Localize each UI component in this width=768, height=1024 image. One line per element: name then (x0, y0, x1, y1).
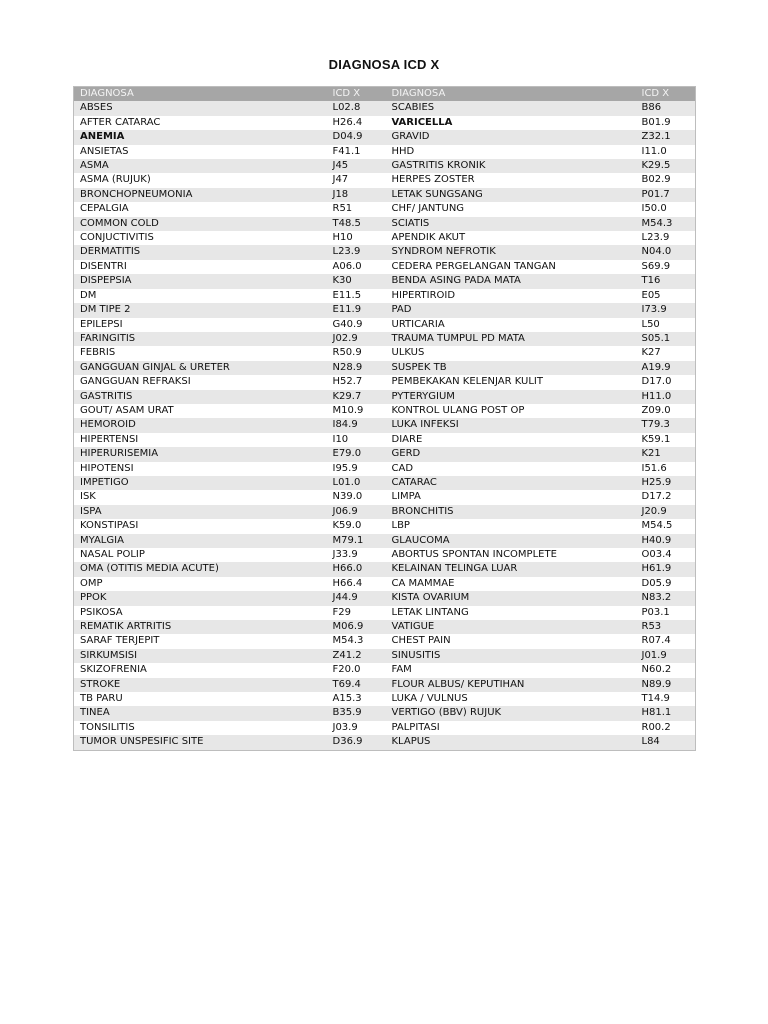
icd-code-cell: R53 (636, 620, 696, 634)
icd-code-cell: I10 (327, 433, 386, 447)
table-row (74, 159, 696, 173)
icd-code-cell: D17.2 (636, 490, 696, 504)
diagnosa-cell: HEMOROID (74, 418, 327, 432)
icd-table (73, 86, 696, 751)
icd-code-cell: I73.9 (636, 303, 696, 317)
diagnosa-cell: CHEST PAIN (386, 634, 636, 648)
icd-code-cell: K30 (327, 274, 386, 288)
table-row (74, 606, 696, 620)
diagnosa-cell: KELAINAN TELINGA LUAR (386, 562, 636, 576)
table-row (74, 245, 696, 259)
diagnosa-cell: LETAK SUNGSANG (386, 188, 636, 202)
header-diagnosa: DIAGNOSA (74, 87, 327, 102)
icd-code-cell: M79.1 (327, 534, 386, 548)
diagnosa-cell: LUKA / VULNUS (386, 692, 636, 706)
icd-code-cell: E11.9 (327, 303, 386, 317)
diagnosa-cell: OMP (74, 577, 327, 591)
icd-code-cell: T69.4 (327, 678, 386, 692)
diagnosa-cell: FEBRIS (74, 346, 327, 360)
diagnosa-cell: HERPES ZOSTER (386, 173, 636, 187)
icd-code-cell: J06.9 (327, 505, 386, 519)
table-row (74, 692, 696, 706)
icd-code-cell: T14.9 (636, 692, 696, 706)
diagnosa-cell: ISPA (74, 505, 327, 519)
icd-code-cell: J45 (327, 159, 386, 173)
icd-code-cell: M54.5 (636, 519, 696, 533)
icd-code-cell: P01.7 (636, 188, 696, 202)
table-row (74, 591, 696, 605)
icd-code-cell: T16 (636, 274, 696, 288)
icd-code-cell: F29 (327, 606, 386, 620)
icd-code-cell: H52.7 (327, 375, 386, 389)
table-row (74, 562, 696, 576)
diagnosa-cell: SYNDROM NEFROTIK (386, 245, 636, 259)
diagnosa-cell: CEDERA PERGELANGAN TANGAN (386, 260, 636, 274)
icd-code-cell: M06.9 (327, 620, 386, 634)
diagnosa-cell: PPOK (74, 591, 327, 605)
icd-code-cell: N83.2 (636, 591, 696, 605)
icd-code-cell: L02.8 (327, 101, 386, 115)
table-row (74, 706, 696, 720)
icd-code-cell: I95.9 (327, 462, 386, 476)
diagnosa-cell: KONTROL ULANG POST OP (386, 404, 636, 418)
diagnosa-cell: SARAF TERJEPIT (74, 634, 327, 648)
icd-code-cell: J20.9 (636, 505, 696, 519)
table-body (74, 101, 696, 750)
diagnosa-cell: GASTRITIS (74, 390, 327, 404)
icd-code-cell: L23.9 (636, 231, 696, 245)
icd-code-cell: H10 (327, 231, 386, 245)
icd-code-cell: K29.7 (327, 390, 386, 404)
table-row (74, 390, 696, 404)
diagnosa-cell: GANGGUAN GINJAL & URETER (74, 361, 327, 375)
table-row (74, 274, 696, 288)
diagnosa-cell: URTICARIA (386, 318, 636, 332)
icd-code-cell: H81.1 (636, 706, 696, 720)
icd-code-cell: J47 (327, 173, 386, 187)
icd-code-cell: E79.0 (327, 447, 386, 461)
icd-code-cell: R51 (327, 202, 386, 216)
diagnosa-cell: NASAL POLIP (74, 548, 327, 562)
diagnosa-cell: HHD (386, 145, 636, 159)
table-row (74, 490, 696, 504)
header-icd-x: ICD X (636, 87, 696, 102)
table-row (74, 404, 696, 418)
icd-code-cell: E11.5 (327, 289, 386, 303)
icd-code-cell: J01.9 (636, 649, 696, 663)
table-row (74, 101, 696, 115)
table-row (74, 188, 696, 202)
table-row (74, 462, 696, 476)
diagnosa-cell: SKIZOFRENIA (74, 663, 327, 677)
diagnosa-cell: ISK (74, 490, 327, 504)
icd-code-cell: N89.9 (636, 678, 696, 692)
icd-code-cell: M54.3 (636, 217, 696, 231)
icd-code-cell: J03.9 (327, 721, 386, 735)
diagnosa-cell: HIPERURISEMIA (74, 447, 327, 461)
diagnosa-cell: ABSES (74, 101, 327, 115)
diagnosa-cell: IMPETIGO (74, 476, 327, 490)
diagnosa-cell: ANSIETAS (74, 145, 327, 159)
icd-code-cell: R07.4 (636, 634, 696, 648)
diagnosa-cell: TONSILITIS (74, 721, 327, 735)
icd-code-cell: H25.9 (636, 476, 696, 490)
diagnosa-cell: GANGGUAN REFRAKSI (74, 375, 327, 389)
icd-code-cell: B01.9 (636, 116, 696, 130)
icd-code-cell: K29.5 (636, 159, 696, 173)
table-row (74, 433, 696, 447)
table-row (74, 260, 696, 274)
table-row (74, 217, 696, 231)
diagnosa-cell: TB PARU (74, 692, 327, 706)
diagnosa-cell: VERTIGO (BBV) RUJUK (386, 706, 636, 720)
icd-code-cell: D04.9 (327, 130, 386, 144)
diagnosa-cell: KONSTIPASI (74, 519, 327, 533)
table-row (74, 577, 696, 591)
icd-code-cell: B02.9 (636, 173, 696, 187)
table-row (74, 346, 696, 360)
icd-code-cell: A15.3 (327, 692, 386, 706)
icd-code-cell: Z09.0 (636, 404, 696, 418)
diagnosa-cell: COMMON COLD (74, 217, 327, 231)
icd-code-cell: L50 (636, 318, 696, 332)
diagnosa-cell: BRONCHITIS (386, 505, 636, 519)
table-row (74, 202, 696, 216)
table-row (74, 375, 696, 389)
table-row (74, 735, 696, 750)
diagnosa-cell: MYALGIA (74, 534, 327, 548)
icd-code-cell: I11.0 (636, 145, 696, 159)
diagnosa-cell: PALPITASI (386, 721, 636, 735)
icd-code-cell: H66.0 (327, 562, 386, 576)
diagnosa-cell: HIPERTIROID (386, 289, 636, 303)
icd-code-cell: J18 (327, 188, 386, 202)
icd-code-cell: F41.1 (327, 145, 386, 159)
icd-code-cell: N28.9 (327, 361, 386, 375)
diagnosa-cell: GLAUCOMA (386, 534, 636, 548)
diagnosa-cell: ULKUS (386, 346, 636, 360)
icd-code-cell: J02.9 (327, 332, 386, 346)
icd-code-cell: H40.9 (636, 534, 696, 548)
table-row (74, 289, 696, 303)
diagnosa-cell: SCABIES (386, 101, 636, 115)
table-row (74, 145, 696, 159)
diagnosa-cell: REMATIK ARTRITIS (74, 620, 327, 634)
icd-code-cell: T79.3 (636, 418, 696, 432)
table-row (74, 231, 696, 245)
icd-code-cell: L23.9 (327, 245, 386, 259)
diagnosa-cell: LIMPA (386, 490, 636, 504)
diagnosa-cell: OMA (OTITIS MEDIA ACUTE) (74, 562, 327, 576)
diagnosa-cell: PSIKOSA (74, 606, 327, 620)
table-row (74, 534, 696, 548)
table-row (74, 332, 696, 346)
document-title: DIAGNOSA ICD X (328, 57, 440, 72)
diagnosa-cell: SINUSITIS (386, 649, 636, 663)
table-row (74, 476, 696, 490)
icd-code-cell: P03.1 (636, 606, 696, 620)
icd-code-cell: A19.9 (636, 361, 696, 375)
diagnosa-cell: FARINGITIS (74, 332, 327, 346)
table-row (74, 130, 696, 144)
diagnosa-cell: FLOUR ALBUS/ KEPUTIHAN (386, 678, 636, 692)
icd-code-cell: I50.0 (636, 202, 696, 216)
icd-code-cell: H11.0 (636, 390, 696, 404)
diagnosa-cell: STROKE (74, 678, 327, 692)
icd-code-cell: B86 (636, 101, 696, 115)
diagnosa-cell: GASTRITIS KRONIK (386, 159, 636, 173)
icd-code-cell: Z32.1 (636, 130, 696, 144)
table-row (74, 649, 696, 663)
icd-code-cell: N04.0 (636, 245, 696, 259)
diagnosa-cell: DM (74, 289, 327, 303)
diagnosa-cell: SUSPEK TB (386, 361, 636, 375)
diagnosa-cell: FAM (386, 663, 636, 677)
diagnosa-cell: DM TIPE 2 (74, 303, 327, 317)
diagnosa-cell: GRAVID (386, 130, 636, 144)
icd-code-cell: D17.0 (636, 375, 696, 389)
table-row (74, 678, 696, 692)
icd-code-cell: N39.0 (327, 490, 386, 504)
diagnosa-cell: SCIATIS (386, 217, 636, 231)
icd-code-cell: E05 (636, 289, 696, 303)
icd-code-cell: I51.6 (636, 462, 696, 476)
icd-code-cell: T48.5 (327, 217, 386, 231)
icd-code-cell: M54.3 (327, 634, 386, 648)
diagnosa-cell: DIARE (386, 433, 636, 447)
diagnosa-cell: AFTER CATARAC (74, 116, 327, 130)
icd-code-cell: K21 (636, 447, 696, 461)
diagnosa-cell: ABORTUS SPONTAN INCOMPLETE (386, 548, 636, 562)
diagnosa-cell: BRONCHOPNEUMONIA (74, 188, 327, 202)
diagnosa-cell: TRAUMA TUMPUL PD MATA (386, 332, 636, 346)
diagnosa-cell: ASMA (RUJUK) (74, 173, 327, 187)
diagnosa-cell: LETAK LINTANG (386, 606, 636, 620)
diagnosa-cell: EPILEPSI (74, 318, 327, 332)
diagnosa-cell: LUKA INFEKSI (386, 418, 636, 432)
table-row (74, 318, 696, 332)
diagnosa-cell: CATARAC (386, 476, 636, 490)
diagnosa-cell: GOUT/ ASAM URAT (74, 404, 327, 418)
icd-code-cell: J44.9 (327, 591, 386, 605)
diagnosa-cell: PYTERYGIUM (386, 390, 636, 404)
diagnosa-cell: DERMATITIS (74, 245, 327, 259)
diagnosa-cell: LBP (386, 519, 636, 533)
diagnosa-cell: HIPERTENSI (74, 433, 327, 447)
table-row (74, 620, 696, 634)
icd-code-cell: M10.9 (327, 404, 386, 418)
icd-code-cell: K59.0 (327, 519, 386, 533)
icd-code-cell: L01.0 (327, 476, 386, 490)
table-row (74, 505, 696, 519)
table-row (74, 519, 696, 533)
diagnosa-cell: SIRKUMSISI (74, 649, 327, 663)
table-row (74, 663, 696, 677)
icd-code-cell: F20.0 (327, 663, 386, 677)
diagnosa-cell: CEPALGIA (74, 202, 327, 216)
diagnosa-cell: KISTA OVARIUM (386, 591, 636, 605)
table-row (74, 634, 696, 648)
diagnosa-cell: APENDIK AKUT (386, 231, 636, 245)
icd-code-cell: D05.9 (636, 577, 696, 591)
icd-code-cell: R50.9 (327, 346, 386, 360)
icd-code-cell: Z41.2 (327, 649, 386, 663)
table-row (74, 721, 696, 735)
diagnosa-cell: ANEMIA (74, 130, 327, 144)
table-row (74, 173, 696, 187)
diagnosa-cell: CA MAMMAE (386, 577, 636, 591)
table-row (74, 447, 696, 461)
table-row (74, 361, 696, 375)
icd-code-cell: R00.2 (636, 721, 696, 735)
diagnosa-cell: CHF/ JANTUNG (386, 202, 636, 216)
diagnosa-cell: PEMBEKAKAN KELENJAR KULIT (386, 375, 636, 389)
icd-code-cell: K27 (636, 346, 696, 360)
icd-code-cell: D36.9 (327, 735, 386, 750)
header-diagnosa: DIAGNOSA (386, 87, 636, 102)
icd-code-cell: L84 (636, 735, 696, 750)
table-row (74, 303, 696, 317)
diagnosa-cell: HIPOTENSI (74, 462, 327, 476)
header-icd-x: ICD X (327, 87, 386, 102)
icd-code-cell: S69.9 (636, 260, 696, 274)
diagnosa-cell: BENDA ASING PADA MATA (386, 274, 636, 288)
table-row (74, 548, 696, 562)
diagnosa-cell: CAD (386, 462, 636, 476)
icd-code-cell: I84.9 (327, 418, 386, 432)
icd-code-cell: H61.9 (636, 562, 696, 576)
diagnosa-cell: VATIGUE (386, 620, 636, 634)
diagnosa-cell: PAD (386, 303, 636, 317)
icd-code-cell: H26.4 (327, 116, 386, 130)
table-header-row (74, 87, 696, 102)
diagnosa-cell: CONJUCTIVITIS (74, 231, 327, 245)
icd-code-cell: N60.2 (636, 663, 696, 677)
icd-code-cell: A06.0 (327, 260, 386, 274)
table-row (74, 418, 696, 432)
icd-code-cell: J33.9 (327, 548, 386, 562)
icd-code-cell: O03.4 (636, 548, 696, 562)
diagnosa-cell: KLAPUS (386, 735, 636, 750)
icd-code-cell: K59.1 (636, 433, 696, 447)
table-row (74, 116, 696, 130)
diagnosa-cell: VARICELLA (386, 116, 636, 130)
icd-code-cell: H66.4 (327, 577, 386, 591)
icd-code-cell: G40.9 (327, 318, 386, 332)
diagnosa-cell: TUMOR UNSPESIFIC SITE (74, 735, 327, 750)
diagnosa-cell: DISENTRI (74, 260, 327, 274)
icd-code-cell: B35.9 (327, 706, 386, 720)
diagnosa-cell: DISPEPSIA (74, 274, 327, 288)
diagnosa-cell: GERD (386, 447, 636, 461)
diagnosa-cell: ASMA (74, 159, 327, 173)
diagnosa-cell: TINEA (74, 706, 327, 720)
icd-code-cell: S05.1 (636, 332, 696, 346)
